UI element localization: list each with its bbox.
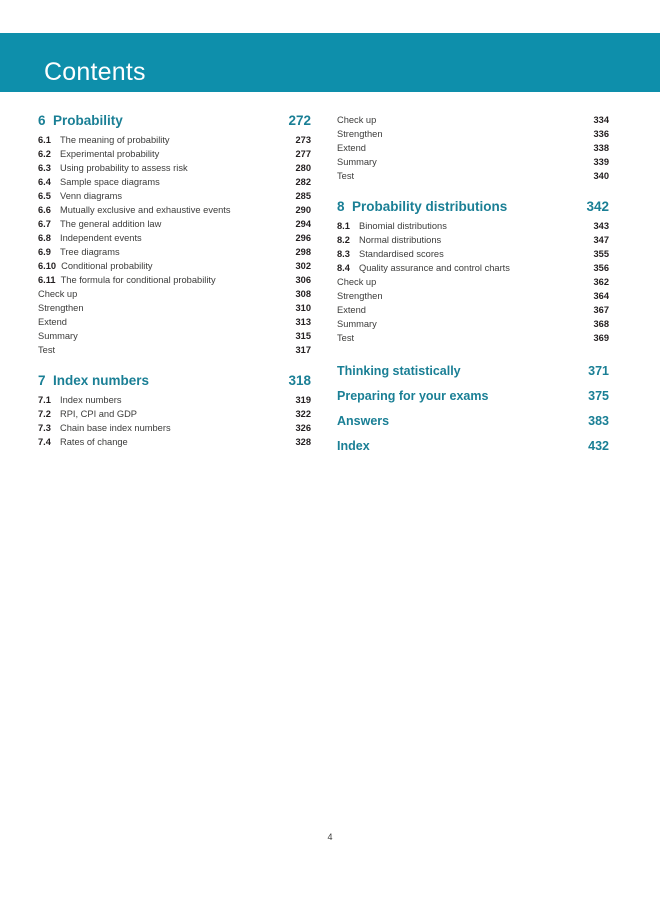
toc-entry-title: Test	[337, 333, 355, 343]
toc-entry-title: Summary	[337, 157, 377, 167]
toc-entry[interactable]	[38, 329, 311, 343]
section-gap	[337, 345, 609, 363]
toc-entry-title: Check up	[337, 115, 377, 125]
toc-entry-page-number: 340	[593, 171, 609, 181]
chapter-title: Probability distributions	[352, 199, 508, 214]
back-matter-entry[interactable]	[337, 363, 609, 388]
toc-entry[interactable]	[337, 155, 609, 169]
toc-entry-number: 6.11	[38, 275, 56, 285]
toc-entry-number: 8.4	[337, 263, 350, 273]
chapter-page-number: 272	[288, 113, 311, 128]
toc-entry-number: 7.4	[38, 437, 51, 447]
toc-entry[interactable]	[337, 289, 609, 303]
toc-entry-number: 7.1	[38, 395, 51, 405]
chapter-title: Index numbers	[53, 373, 150, 388]
back-matter-list	[337, 363, 609, 463]
toc-entry-page-number: 313	[295, 317, 311, 327]
chapter-page-number: 342	[586, 199, 609, 214]
toc-entry-title: The formula for conditional probability	[60, 275, 216, 285]
toc-entry-page-number: 336	[593, 129, 609, 139]
toc-entry-number: 6.9	[38, 247, 51, 257]
toc-entry-page-number: 317	[295, 345, 311, 355]
toc-entry-page-number: 367	[593, 305, 609, 315]
toc-entry-page-number: 356	[593, 263, 609, 273]
toc-entry[interactable]	[38, 161, 311, 175]
page-folio: 4	[327, 832, 333, 842]
toc-entry-number: 8.2	[337, 235, 350, 245]
toc-entry[interactable]	[38, 147, 311, 161]
toc-entry-page-number: 298	[295, 247, 311, 257]
toc-entry[interactable]	[337, 303, 609, 317]
toc-entry-title: Extend	[337, 143, 366, 153]
back-matter-entry[interactable]	[337, 438, 609, 463]
toc-entry-title: Rates of change	[60, 437, 128, 447]
toc-entry-page-number: 355	[593, 249, 609, 259]
toc-entry[interactable]	[337, 261, 609, 275]
section-gap	[38, 357, 311, 373]
toc-entry[interactable]	[38, 133, 311, 147]
toc-entry[interactable]	[38, 175, 311, 189]
back-matter-title: Answers	[337, 414, 390, 428]
toc-entry-title: Strengthen	[337, 129, 383, 139]
toc-entry[interactable]	[337, 113, 609, 127]
toc-entry[interactable]	[38, 287, 311, 301]
back-matter-title: Preparing for your exams	[337, 389, 489, 403]
toc-entry-number: 6.1	[38, 135, 51, 145]
toc-entry-number: 6.7	[38, 219, 51, 229]
toc-entry-page-number: 343	[593, 221, 609, 231]
chapter-title: Probability	[53, 113, 123, 128]
toc-entry-page-number: 277	[295, 149, 311, 159]
contents-column-right	[337, 113, 609, 463]
toc-entry-title: Check up	[38, 289, 78, 299]
toc-entry[interactable]	[38, 393, 311, 407]
back-matter-page-number: 371	[588, 364, 609, 378]
toc-entry-page-number: 315	[295, 331, 311, 341]
toc-entry-title: Binomial distributions	[359, 221, 447, 231]
toc-entry-page-number: 368	[593, 319, 609, 329]
toc-entry-title: Standardised scores	[359, 249, 444, 259]
toc-entry[interactable]	[38, 217, 311, 231]
toc-entry-title: Test	[38, 345, 56, 355]
toc-entry[interactable]	[38, 189, 311, 203]
toc-entry-title: Strengthen	[337, 291, 383, 301]
toc-entry-title: Normal distributions	[359, 235, 442, 245]
back-matter-page-number: 383	[588, 414, 609, 428]
toc-entry[interactable]	[337, 247, 609, 261]
toc-entry-title: RPI, CPI and GDP	[60, 409, 137, 419]
toc-entry-page-number: 334	[593, 115, 609, 125]
toc-entry-number: 8.1	[337, 221, 350, 231]
toc-entry-page-number: 302	[295, 261, 311, 271]
back-matter-page-number: 375	[588, 389, 609, 403]
toc-entry-page-number: 364	[593, 291, 609, 301]
section-gap	[337, 183, 609, 199]
toc-entry[interactable]	[38, 203, 311, 217]
chapter-8-entry-list	[337, 219, 609, 345]
chapter-page-number: 318	[288, 373, 311, 388]
chapter-number: 7	[38, 373, 46, 388]
toc-entry-page-number: 319	[295, 395, 311, 405]
toc-entry-title: Using probability to assess risk	[60, 163, 188, 173]
toc-entry-title: Sample space diagrams	[60, 177, 160, 187]
toc-entry-page-number: 339	[593, 157, 609, 167]
toc-entry-number: 6.8	[38, 233, 51, 243]
toc-entry-page-number: 285	[295, 191, 311, 201]
toc-entry[interactable]	[337, 169, 609, 183]
toc-entry-page-number: 294	[295, 219, 311, 229]
toc-entry-page-number: 326	[295, 423, 311, 433]
toc-entry-number: 6.5	[38, 191, 51, 201]
chapter-6-entry-list	[38, 133, 311, 357]
toc-entry-page-number: 347	[593, 235, 609, 245]
toc-entry[interactable]	[38, 407, 311, 421]
toc-entry-title: Quality assurance and control charts	[359, 263, 510, 273]
toc-entry-number: 7.2	[38, 409, 51, 419]
chapter-7-entry-list	[38, 393, 311, 449]
toc-entry[interactable]	[38, 421, 311, 435]
toc-entry-page-number: 273	[295, 135, 311, 145]
toc-entry-title: Test	[337, 171, 355, 181]
toc-entry-page-number: 296	[295, 233, 311, 243]
toc-entry[interactable]	[38, 343, 311, 357]
toc-entry-number: 6.4	[38, 177, 51, 187]
toc-entry-page-number: 369	[593, 333, 609, 343]
toc-entry[interactable]	[38, 301, 311, 315]
toc-entry-page-number: 322	[295, 409, 311, 419]
toc-entry-title: Venn diagrams	[60, 191, 123, 201]
toc-entry-number: 7.3	[38, 423, 51, 433]
chapter-heading-8[interactable]	[337, 199, 609, 219]
toc-entry-title: Conditional probability	[61, 261, 153, 271]
toc-entry-title: Index numbers	[60, 395, 122, 405]
toc-entry-title: Mutually exclusive and exhaustive events	[60, 205, 231, 215]
toc-entry[interactable]	[38, 259, 311, 273]
toc-entry[interactable]	[337, 219, 609, 233]
toc-entry[interactable]	[38, 435, 311, 449]
toc-entry-title: The general addition law	[60, 219, 162, 229]
toc-entry-page-number: 362	[593, 277, 609, 287]
toc-entry-title: Independent events	[60, 233, 142, 243]
toc-entry-number: 6.3	[38, 163, 51, 173]
toc-entry[interactable]	[337, 141, 609, 155]
chapter-number: 6	[38, 113, 46, 128]
chapter-heading-6[interactable]	[38, 113, 311, 133]
chapter-heading-7[interactable]	[38, 373, 311, 393]
toc-entry[interactable]	[38, 273, 311, 287]
toc-entry-title: Check up	[337, 277, 377, 287]
toc-entry-title: Extend	[337, 305, 366, 315]
contents-column-left	[38, 113, 311, 449]
toc-entry-page-number: 280	[295, 163, 311, 173]
toc-entry-title: The meaning of probability	[60, 135, 170, 145]
toc-entry-title: Summary	[38, 331, 78, 341]
toc-entry-number: 6.2	[38, 149, 51, 159]
toc-entry[interactable]	[337, 331, 609, 345]
toc-entry-page-number: 306	[295, 275, 311, 285]
chapter-7-continued-entry-list	[337, 113, 609, 183]
toc-entry-page-number: 290	[295, 205, 311, 215]
toc-entry[interactable]	[337, 233, 609, 247]
toc-entry-title: Experimental probability	[60, 149, 160, 159]
toc-entry-page-number: 310	[295, 303, 311, 313]
toc-entry-number: 8.3	[337, 249, 350, 259]
toc-entry-title: Chain base index numbers	[60, 423, 171, 433]
toc-entry-page-number: 282	[295, 177, 311, 187]
toc-entry[interactable]	[38, 315, 311, 329]
toc-entry-number: 6.10	[38, 261, 57, 271]
back-matter-entry[interactable]	[337, 413, 609, 438]
toc-entry[interactable]	[337, 127, 609, 141]
toc-entry-page-number: 338	[593, 143, 609, 153]
toc-entry[interactable]	[337, 275, 609, 289]
toc-entry-title: Strengthen	[38, 303, 84, 313]
page-title: Contents	[44, 57, 146, 86]
toc-entry[interactable]	[337, 317, 609, 331]
back-matter-title: Index	[337, 439, 370, 453]
toc-entry-number: 6.6	[38, 205, 51, 215]
toc-entry-title: Extend	[38, 317, 67, 327]
toc-entry-title: Tree diagrams	[60, 247, 120, 257]
toc-entry[interactable]	[38, 231, 311, 245]
back-matter-entry[interactable]	[337, 388, 609, 413]
back-matter-page-number: 432	[588, 439, 609, 453]
toc-entry-page-number: 308	[295, 289, 311, 299]
back-matter-title: Thinking statistically	[337, 364, 461, 378]
toc-entry-title: Summary	[337, 319, 377, 329]
toc-entry-page-number: 328	[295, 437, 311, 447]
chapter-number: 8	[337, 199, 345, 214]
toc-entry[interactable]	[38, 245, 311, 259]
